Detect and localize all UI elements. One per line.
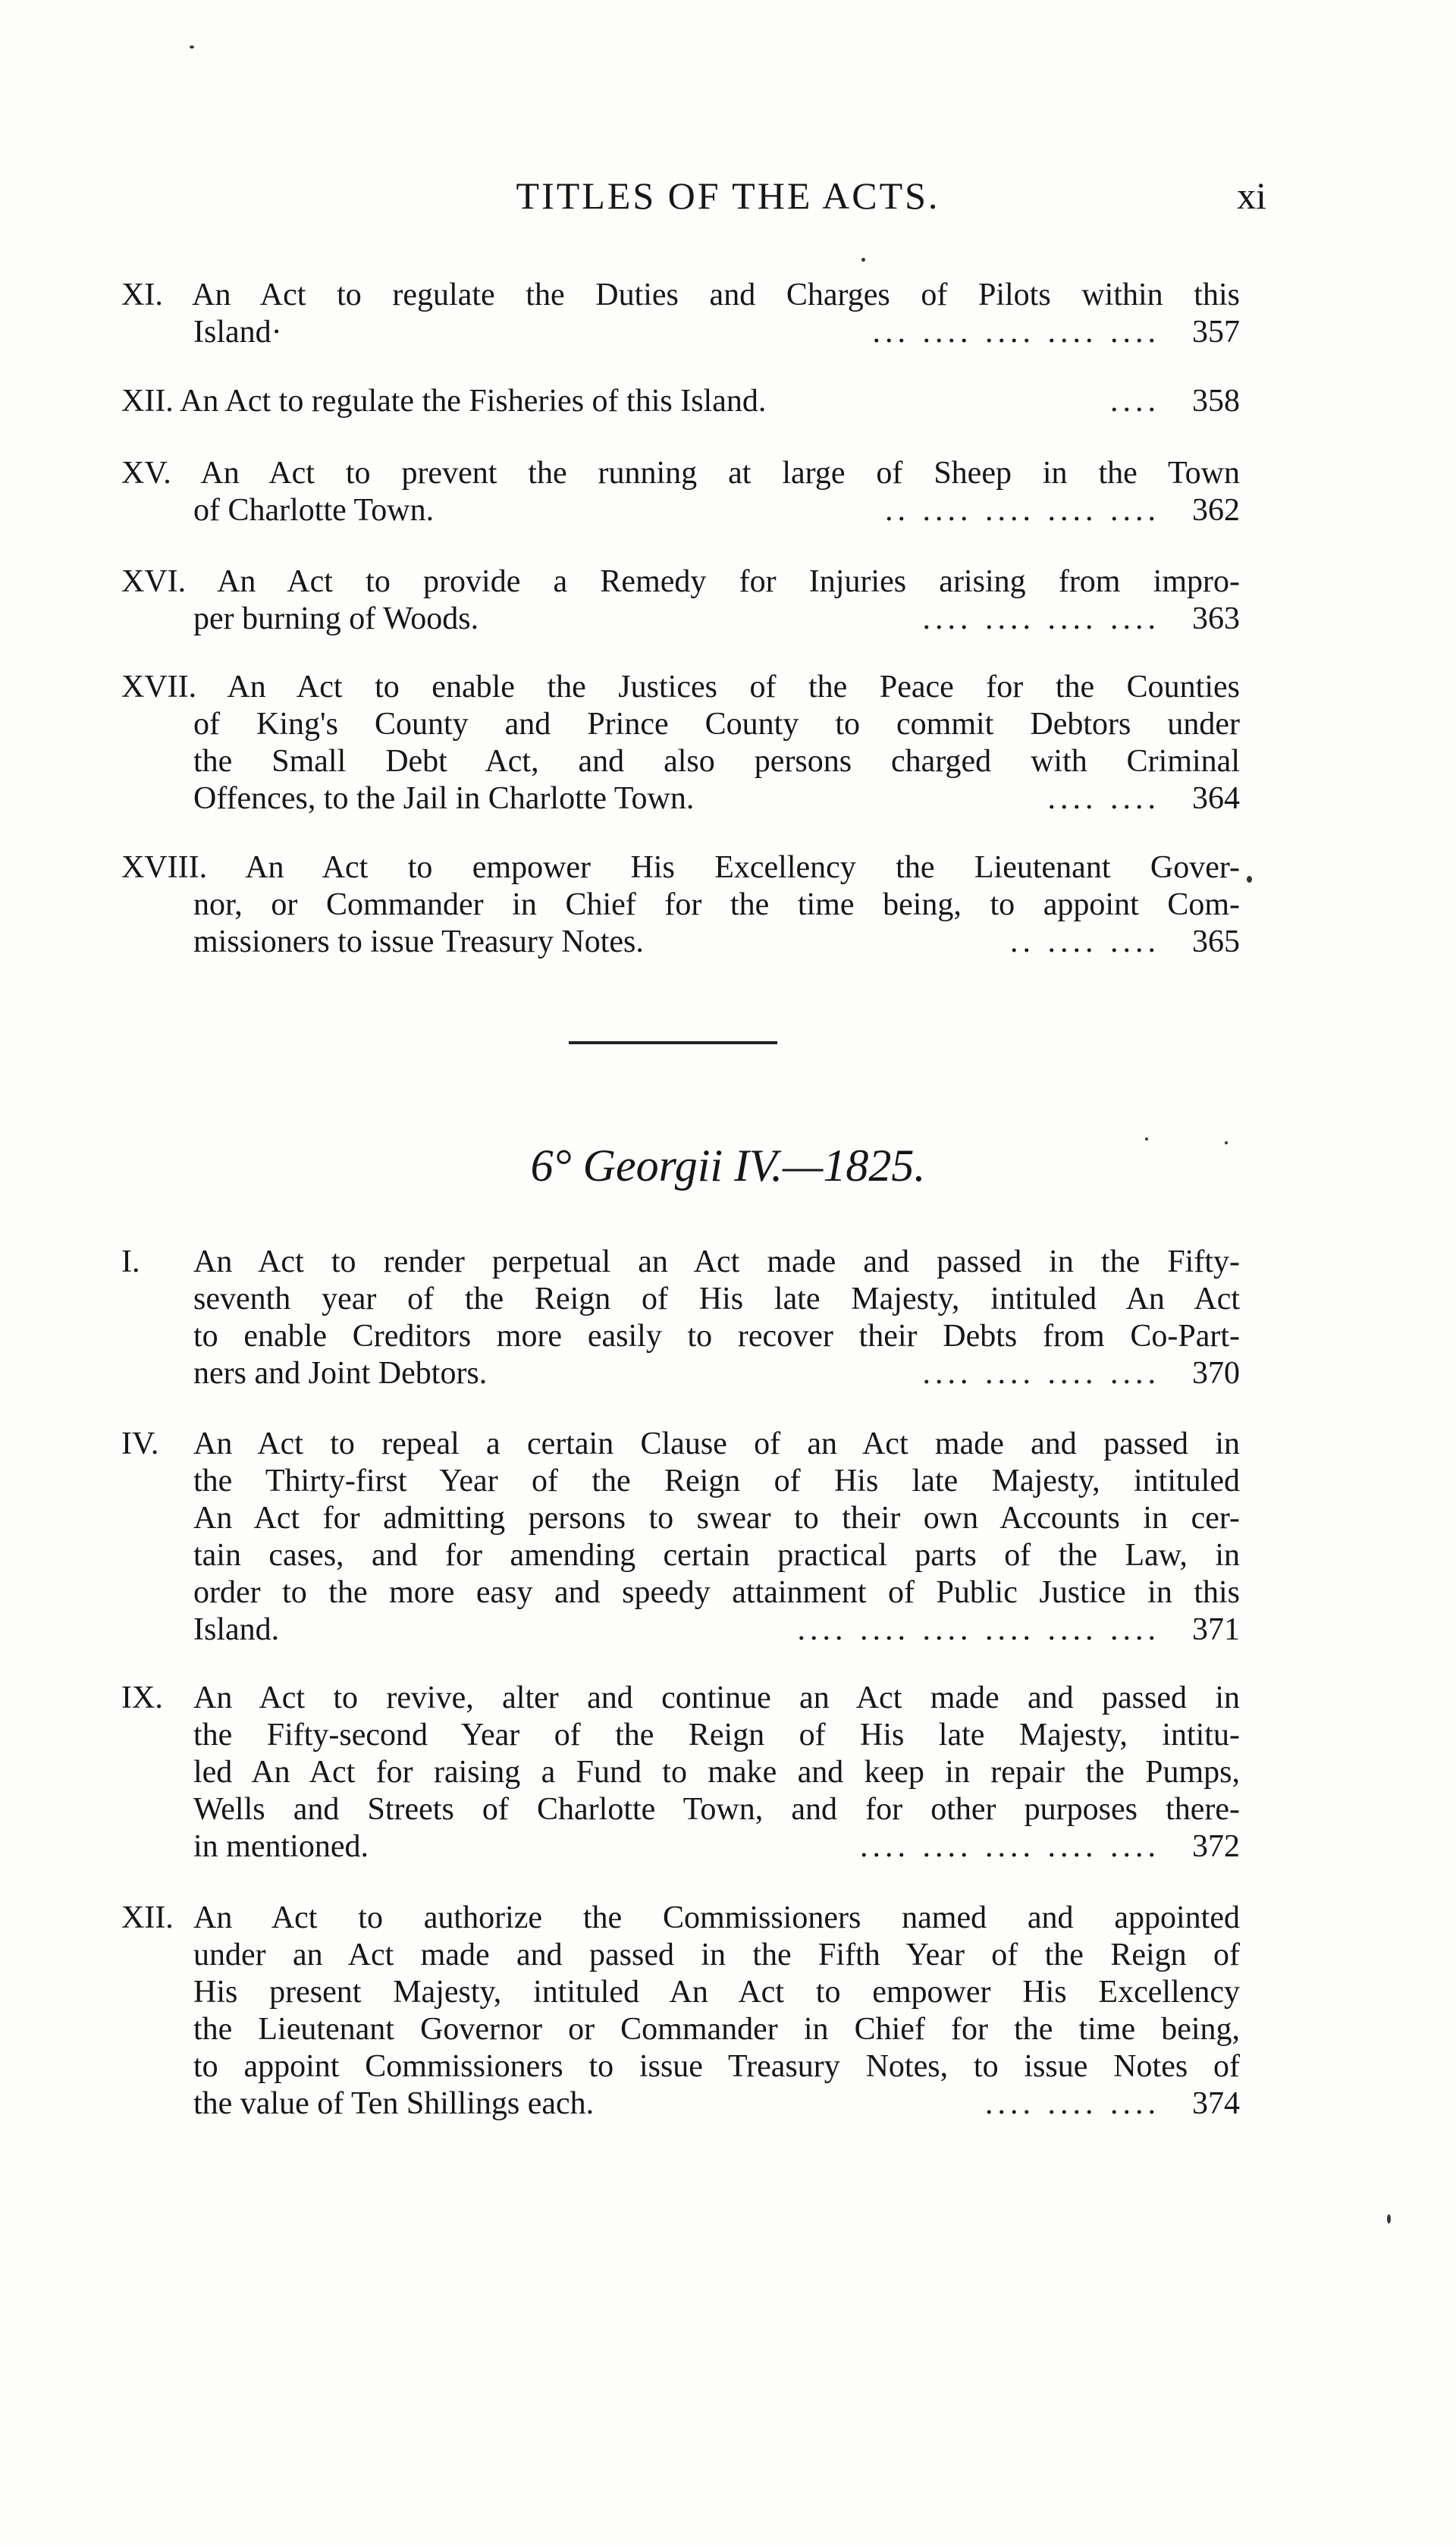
- entry-line: [121, 455, 1240, 492]
- page-reference: 372: [1192, 1829, 1240, 1864]
- entry-last-line: [121, 1355, 1240, 1392]
- entry-last-line: [121, 383, 1240, 420]
- entry-text: An Act to render perpetual an Act made and passed in the Fifty-: [193, 1244, 1240, 1279]
- ink-speck: [1247, 876, 1252, 883]
- entry-line: order to the more easy and speedy attainment of Public Justice in this: [193, 1575, 1240, 1610]
- section-divider: [569, 1041, 777, 1044]
- entry-line: [121, 849, 1240, 887]
- act-number: XV.: [121, 456, 171, 491]
- entry-text: Island.: [193, 1612, 280, 1647]
- entry-text: An Act to revive, alter and continue an Act made and passed in: [193, 1680, 1240, 1715]
- act-number: XI.: [121, 278, 163, 312]
- dot-leader: ... .... .... .... ....: [872, 315, 1160, 350]
- page-reference: 358: [1192, 384, 1240, 419]
- dot-leader: .... .... .... ....: [922, 1356, 1160, 1391]
- act-entry: [121, 1426, 1240, 1649]
- entry-line: seventh year of the Reign of His late Majesty, intituled An Act: [193, 1282, 1240, 1316]
- dot-leader: .. .... .... .... ....: [885, 493, 1160, 528]
- entry-line: the Fifty-second Year of the Reign of His late Majesty, intitu-: [193, 1718, 1240, 1753]
- ink-speck: [1387, 2214, 1391, 2223]
- act-entry: [121, 277, 1240, 351]
- entry-last-line: [121, 2085, 1240, 2123]
- entry-last-line: [121, 924, 1240, 961]
- entry-text: An Act to authorize the Commissioners named and appointed: [193, 1900, 1240, 1935]
- entry-line: [121, 563, 1240, 601]
- entry-line: the Small Debt Act, and also persons charged with Criminal: [193, 744, 1240, 779]
- entry-last-line: [121, 1828, 1240, 1866]
- entry-last-line: [121, 492, 1240, 529]
- entry-text: An Act to repeal a certain Clause of an Act made and passed in: [193, 1426, 1240, 1461]
- entry-line: An Act for admitting persons to swear to their own Accounts in cer-: [193, 1501, 1240, 1536]
- entry-line: [121, 1900, 1240, 1937]
- entry-line: [121, 669, 1240, 706]
- page-reference: 362: [1192, 493, 1240, 528]
- act-entry: [121, 383, 1240, 420]
- entry-line: [121, 1426, 1240, 1463]
- act-number: I.: [121, 1244, 140, 1279]
- act-entry: [121, 455, 1240, 529]
- dot-leader: ....: [1110, 384, 1160, 419]
- entry-text: An Act to empower His Excellency the Lieutenant Gover-: [245, 850, 1240, 885]
- entry-line: of King's County and Prince County to commit Debtors under: [193, 707, 1240, 742]
- page-reference: 357: [1192, 315, 1240, 350]
- entry-text: of Charlotte Town.: [193, 493, 435, 528]
- entry-text: Offences, to the Jail in Charlotte Town.: [193, 781, 695, 816]
- act-entry: [121, 1680, 1240, 1866]
- entry-line: the Thirty-first Year of the Reign of His late Majesty, intituled: [193, 1464, 1240, 1498]
- folio-page-number: xi: [1237, 174, 1266, 217]
- entry-text: Island·: [193, 315, 282, 350]
- section-heading: 6° Georgii IV.—1825.: [530, 1141, 926, 1191]
- act-entry: [121, 1900, 1240, 2123]
- entry-line: Wells and Streets of Charlotte Town, and for other purposes there-: [193, 1792, 1240, 1827]
- entry-line: led An Act for raising a Fund to make and keep in repair the Pumps,: [193, 1755, 1240, 1790]
- dot-leader: .... ....: [1047, 781, 1160, 816]
- act-entry: [121, 1244, 1240, 1392]
- entry-text: An Act to provide a Remedy for Injuries arising from impro-: [217, 564, 1240, 599]
- entry-line: to enable Creditors more easily to recover their Debts from Co-Part-: [193, 1319, 1240, 1354]
- entry-line: His present Majesty, intituled An Act to empower His Excellency: [193, 1975, 1240, 2010]
- act-number: IX.: [121, 1680, 163, 1715]
- page-reference: 374: [1192, 2086, 1240, 2121]
- act-entry: [121, 849, 1240, 961]
- entry-text: missioners to issue Treasury Notes.: [193, 924, 644, 959]
- act-number: XII.: [121, 1900, 174, 1935]
- dot-leader: .... .... .... .... ....: [860, 1829, 1160, 1864]
- entry-line: [121, 1244, 1240, 1281]
- entry-text: An Act to regulate the Fisheries of this Island.: [180, 384, 767, 419]
- page-reference: 370: [1192, 1356, 1240, 1391]
- entry-last-line: [121, 601, 1240, 638]
- act-number: IV.: [121, 1426, 159, 1461]
- dot-leader: .... .... .... ....: [922, 601, 1160, 636]
- entry-line: to appoint Commissioners to issue Treasury Notes, to issue Notes of: [193, 2049, 1240, 2084]
- act-entry: [121, 669, 1240, 817]
- entry-text: An Act to regulate the Duties and Charges of Pilots within this: [192, 278, 1240, 312]
- dot-leader: .. .... ....: [1010, 924, 1160, 959]
- entry-line: nor, or Commander in Chief for the time being, to appoint Com-: [193, 887, 1240, 922]
- act-number: XVIII.: [121, 850, 208, 885]
- entry-line: [121, 277, 1240, 314]
- entry-text: An Act to prevent the running at large of Sheep in the Town: [200, 456, 1240, 491]
- entry-text: in mentioned.: [193, 1829, 369, 1864]
- entry-line: under an Act made and passed in the Fifth Year of the Reign of: [193, 1938, 1240, 1972]
- dot-leader: .... .... .... .... .... ....: [797, 1612, 1160, 1647]
- entry-text: ners and Joint Debtors.: [193, 1356, 488, 1391]
- entry-text: An Act to enable the Justices of the Peace for the Counties: [227, 670, 1241, 705]
- entry-last-line: [121, 1611, 1240, 1649]
- page-reference: 363: [1192, 601, 1240, 636]
- act-number: XVII.: [121, 670, 197, 705]
- act-entry: [121, 563, 1240, 638]
- dot-leader: .... .... ....: [985, 2086, 1160, 2121]
- running-title: TITLES OF THE ACTS.: [516, 174, 940, 217]
- act-number: XII.: [121, 384, 174, 419]
- entry-text: per burning of Woods.: [193, 601, 479, 636]
- entry-line: tain cases, and for amending certain practical parts of the Law, in: [193, 1538, 1240, 1573]
- entry-line: the Lieutenant Governor or Commander in Chief for the time being,: [193, 2012, 1240, 2047]
- entry-last-line: [121, 780, 1240, 817]
- page-reference: 364: [1192, 781, 1240, 816]
- page-reference: 371: [1192, 1612, 1240, 1647]
- entry-last-line: [121, 314, 1240, 351]
- entry-text: the value of Ten Shillings each.: [193, 2086, 595, 2121]
- entry-line: [121, 1680, 1240, 1717]
- act-number: XVI.: [121, 564, 187, 599]
- page-reference: 365: [1192, 924, 1240, 959]
- ink-speck: [190, 46, 194, 49]
- ink-speck: [861, 258, 865, 262]
